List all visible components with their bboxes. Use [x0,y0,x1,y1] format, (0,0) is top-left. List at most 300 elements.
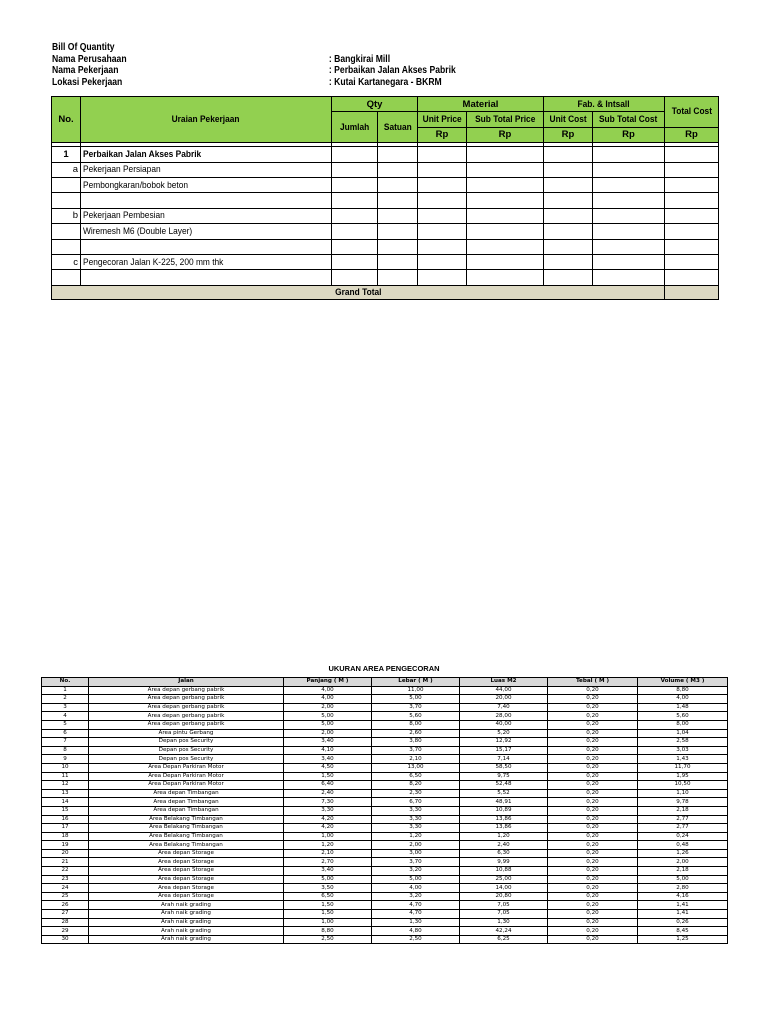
meta-value: : Bangkirai Mill [328,53,391,65]
boq-cell [544,208,593,223]
ukuran-cell: 4,70 [372,901,460,910]
ukuran-cell: 1,20 [284,841,372,850]
ukuran-cell: Depan pos Security [89,738,284,747]
boq-row-desc [81,208,332,223]
ukuran-cell: 6,25 [460,935,548,944]
boq-row-desc [81,239,332,254]
header-material: Material [418,97,544,112]
ukuran-cell: Depan pos Security [89,755,284,764]
boq-row-desc-text: Perbaikan Jalan Akses Pabrik [83,148,202,160]
ukuran-cell: Area depan gerbang pabrik [89,695,284,704]
ukuran-cell: 1,10 [638,789,728,798]
ukuran-cell: 7,30 [284,798,372,807]
ukuran-cell: 4,16 [638,892,728,901]
ukuran-cell: Area depan Storage [89,892,284,901]
ukuran-cell: 3,20 [372,892,460,901]
boq-cell [593,193,665,208]
boq-row-no: b [52,208,81,223]
ukuran-cell: 26 [42,901,89,910]
ukuran-cell: 2,50 [372,935,460,944]
boq-row [52,224,719,239]
ukuran-cell: 6 [42,729,89,738]
ukuran-cell: 3,40 [284,867,372,876]
ukuran-cell: 0,20 [548,892,638,901]
ukuran-cell: 5,00 [284,712,372,721]
header-rp: Rp [665,127,719,142]
header-satuan: Satuan [378,112,418,143]
boq-row-no [52,193,81,208]
boq-cell [593,162,665,177]
ukuran-cell: 4,10 [284,746,372,755]
ukuran-row [42,686,728,695]
ukuran-cell: 0,20 [548,781,638,790]
header-rp: Rp [418,127,467,142]
boq-cell [467,147,544,162]
boq-cell [332,270,378,285]
ukuran-cell: 3,00 [372,849,460,858]
ukuran-row [42,815,728,824]
ukuran-cell: 7,05 [460,901,548,910]
boq-cell [418,162,467,177]
ukuran-cell: 9,78 [638,798,728,807]
ukuran-cell: 1,30 [372,918,460,927]
ukuran-cell: 27 [42,910,89,919]
boq-row-no: a [52,162,81,177]
ukuran-cell: 0,20 [548,746,638,755]
meta-value: : Perbaikan Jalan Akses Pabrik [328,65,456,76]
ukuran-cell: 8 [42,746,89,755]
ukuran-row [42,875,728,884]
ukuran-cell: 15,17 [460,746,548,755]
ukuran-cell: Area depan Timbangan [89,806,284,815]
ukuran-cell: 0,20 [548,901,638,910]
ukuran-row [42,918,728,927]
ukuran-cell: 3 [42,703,89,712]
ukuran-table [41,677,728,944]
ukuran-cell: 21 [42,858,89,867]
ukuran-cell: 15 [42,806,89,815]
ukuran-cell: 2,50 [284,935,372,944]
ukuran-cell: 0,20 [548,755,638,764]
boq-cell [593,177,665,192]
ukuran-cell: 11,70 [638,763,728,772]
ukuran-cell: 4,00 [372,884,460,893]
ukuran-cell: 6,40 [284,781,372,790]
boq-cell [332,224,378,239]
boq-cell [665,270,719,285]
ukuran-cell: 7,05 [460,910,548,919]
ukuran-cell: 2 [42,695,89,704]
ukuran-cell: 1,00 [284,918,372,927]
ukuran-cell: 0,20 [548,935,638,944]
ukuran-row [42,892,728,901]
header-unit-price: Unit Price [418,112,467,127]
ukuran-cell: 8,80 [284,927,372,936]
ukuran-column-header: Tebal ( M ) [548,678,638,687]
header-no: No. [52,97,81,143]
ukuran-cell: Area depan gerbang pabrik [89,720,284,729]
ukuran-cell: 0,20 [548,815,638,824]
ukuran-cell: 4,00 [284,695,372,704]
ukuran-cell: 10,88 [460,867,548,876]
boq-cell [378,239,418,254]
ukuran-cell: 2,30 [372,789,460,798]
header-rp: Rp [467,127,544,142]
ukuran-cell: 0,20 [548,712,638,721]
ukuran-cell: 14,00 [460,884,548,893]
boq-cell [665,177,719,192]
ukuran-cell: 2,18 [638,867,728,876]
ukuran-cell: Area depan gerbang pabrik [89,686,284,695]
ukuran-cell: 48,91 [460,798,548,807]
meta-row [52,65,534,77]
ukuran-cell: 52,48 [460,781,548,790]
boq-cell [418,254,467,269]
ukuran-row [42,884,728,893]
boq-cell [378,193,418,208]
ukuran-cell: 16 [42,815,89,824]
ukuran-cell: 0,20 [548,867,638,876]
ukuran-cell: 24 [42,884,89,893]
boq-row-no [52,270,81,285]
ukuran-cell: 3,20 [372,867,460,876]
boq-cell [593,208,665,223]
ukuran-row [42,695,728,704]
boq-cell [332,162,378,177]
ukuran-row [42,910,728,919]
boq-row-desc-text: Wiremesh M6 (Double Layer) [83,225,193,237]
boq-cell [544,147,593,162]
boq-cell [544,239,593,254]
ukuran-cell: 20,00 [460,695,548,704]
ukuran-cell: 7,14 [460,755,548,764]
ukuran-cell: 1,25 [638,935,728,944]
boq-table [51,96,719,300]
boq-cell [418,270,467,285]
ukuran-column-header: Luas M2 [460,678,548,687]
ukuran-cell: Area depan Storage [89,858,284,867]
ukuran-cell: 8,00 [638,720,728,729]
ukuran-cell: 3,40 [284,755,372,764]
ukuran-cell: 0,20 [548,798,638,807]
ukuran-cell: 5,00 [372,695,460,704]
ukuran-cell: 1,50 [284,910,372,919]
meta-row [52,77,534,89]
header-qty: Qty [332,97,418,112]
boq-cell [418,239,467,254]
ukuran-row [42,806,728,815]
boq-cell [378,254,418,269]
grand-total-row [52,285,719,299]
meta-label: Nama Pekerjaan [52,65,119,76]
boq-title: Bill Of Quantity [52,42,115,53]
boq-row [52,193,719,208]
ukuran-cell: 1,20 [460,832,548,841]
ukuran-cell: Arah naik grading [89,910,284,919]
ukuran-cell: 6,50 [284,892,372,901]
boq-cell [593,147,665,162]
ukuran-cell: 3,80 [372,738,460,747]
meta-value: : Kutai Kartanegara - BKRM [328,76,442,88]
boq-cell [418,208,467,223]
ukuran-cell: 0,20 [548,875,638,884]
ukuran-cell: 1,50 [284,901,372,910]
ukuran-cell: Area Depan Parkiran Motor [89,772,284,781]
boq-row-desc-text: Pekerjaan Pembesian [83,210,165,222]
boq-cell [467,254,544,269]
boq-cell [467,224,544,239]
ukuran-cell: 25,00 [460,875,548,884]
boq-cell [665,162,719,177]
ukuran-cell: 5,60 [372,712,460,721]
ukuran-cell: 2,80 [638,884,728,893]
ukuran-cell: 0,20 [548,841,638,850]
ukuran-cell: 8,20 [372,781,460,790]
ukuran-cell: 28,00 [460,712,548,721]
boq-cell [378,147,418,162]
boq-row-desc [81,177,332,192]
ukuran-column-header: Volume ( M3 ) [638,678,728,687]
ukuran-cell: 2,00 [284,729,372,738]
boq-row [52,177,719,192]
ukuran-cell: 2,00 [638,858,728,867]
ukuran-cell: 25 [42,892,89,901]
ukuran-cell: 0,20 [548,703,638,712]
ukuran-cell: 23 [42,875,89,884]
ukuran-cell: 5,00 [372,875,460,884]
ukuran-cell: 2,70 [284,858,372,867]
ukuran-cell: 1,04 [638,729,728,738]
boq-cell [378,162,418,177]
ukuran-cell: 1,48 [638,703,728,712]
boq-row [52,270,719,285]
ukuran-cell: 1,00 [284,832,372,841]
ukuran-cell: 20 [42,849,89,858]
ukuran-cell: 0,20 [548,686,638,695]
ukuran-cell: 0,20 [548,858,638,867]
ukuran-cell: 2,40 [460,841,548,850]
ukuran-row [42,927,728,936]
ukuran-cell: 0,20 [548,772,638,781]
ukuran-cell: Area Depan Parkiran Motor [89,763,284,772]
boq-cell [467,208,544,223]
header-unit-cost: Unit Cost [544,112,593,127]
ukuran-cell: 6,50 [372,772,460,781]
header-sub-total-cost: Sub Total Cost [593,112,665,127]
ukuran-cell: Arah naik grading [89,927,284,936]
boq-row-no [52,177,81,192]
boq-row-desc-text: Pembongkaran/bobok beton [83,179,189,191]
ukuran-cell: Area Belakang Timbangan [89,832,284,841]
ukuran-cell: 22 [42,867,89,876]
grand-total-label [52,285,665,299]
boq-cell [467,193,544,208]
ukuran-column-header: Jalan [89,678,284,687]
boq-cell [332,254,378,269]
ukuran-cell: 3,70 [372,703,460,712]
ukuran-cell: 0,20 [548,720,638,729]
boq-row [52,208,719,223]
ukuran-cell: 8,80 [638,686,728,695]
ukuran-cell: 0,20 [548,849,638,858]
ukuran-row [42,901,728,910]
ukuran-cell: 0,48 [638,841,728,850]
header-jumlah: Jumlah [332,112,378,143]
ukuran-cell: 40,00 [460,720,548,729]
ukuran-row [42,703,728,712]
ukuran-cell: 0,20 [548,806,638,815]
boq-row-desc [81,162,332,177]
ukuran-cell: 2,40 [284,789,372,798]
boq-row-no: 1 [52,147,81,162]
ukuran-cell: 4,50 [284,763,372,772]
ukuran-column-header: No. [42,678,89,687]
ukuran-cell: 20,80 [460,892,548,901]
boq-row-desc [81,254,332,269]
ukuran-column-header: Panjang ( M ) [284,678,372,687]
ukuran-cell: 0,20 [548,738,638,747]
ukuran-cell: 1,50 [284,772,372,781]
ukuran-cell: 4 [42,712,89,721]
ukuran-cell: 0,24 [638,832,728,841]
ukuran-row [42,867,728,876]
ukuran-cell: 3,30 [372,806,460,815]
ukuran-cell: 4,20 [284,815,372,824]
ukuran-header-row [42,678,728,687]
ukuran-cell: Area Belakang Timbangan [89,824,284,833]
ukuran-cell: Arah naik grading [89,901,284,910]
grand-total-text: Grand Total [334,286,382,298]
header-rp: Rp [593,127,665,142]
ukuran-row [42,824,728,833]
ukuran-cell: 13,00 [372,763,460,772]
ukuran-cell: 10,89 [460,806,548,815]
ukuran-cell: 58,50 [460,763,548,772]
boq-cell [665,147,719,162]
ukuran-cell: 5,52 [460,789,548,798]
ukuran-cell: 8,45 [638,927,728,936]
header-total-cost: Total Cost [665,97,719,128]
ukuran-cell: 9 [42,755,89,764]
ukuran-row [42,798,728,807]
ukuran-cell: Area depan Storage [89,867,284,876]
boq-cell [665,254,719,269]
ukuran-cell: 3,30 [284,806,372,815]
boq-row [52,162,719,177]
boq-cell [544,224,593,239]
boq-cell [332,193,378,208]
boq-cell [378,270,418,285]
ukuran-row [42,738,728,747]
meta-label: Nama Perusahaan [52,53,127,65]
ukuran-cell: 4,70 [372,910,460,919]
ukuran-cell: 3,40 [284,738,372,747]
ukuran-cell: 44,00 [460,686,548,695]
ukuran-cell: 1,41 [638,901,728,910]
meta-row [52,54,534,66]
ukuran-cell: 0,20 [548,832,638,841]
ukuran-cell: 5,20 [460,729,548,738]
ukuran-cell: 1,95 [638,772,728,781]
boq-header [52,42,534,88]
boq-cell [665,239,719,254]
boq-cell [467,177,544,192]
ukuran-row [42,746,728,755]
ukuran-cell: Area Belakang Timbangan [89,815,284,824]
ukuran-cell: 13,86 [460,824,548,833]
boq-row-desc [81,147,332,162]
boq-cell [467,239,544,254]
ukuran-row [42,755,728,764]
boq-cell [665,208,719,223]
ukuran-cell: Area depan Timbangan [89,798,284,807]
boq-cell [467,270,544,285]
ukuran-cell: 0,20 [548,884,638,893]
ukuran-column-header: Lebar ( M ) [372,678,460,687]
boq-cell [378,177,418,192]
ukuran-cell: Area depan gerbang pabrik [89,712,284,721]
ukuran-cell: 5,00 [284,875,372,884]
ukuran-row [42,841,728,850]
boq-row [52,147,719,162]
ukuran-cell: Area depan Storage [89,875,284,884]
ukuran-cell: 0,20 [548,910,638,919]
ukuran-cell: 4,00 [284,686,372,695]
ukuran-row [42,781,728,790]
ukuran-row [42,772,728,781]
boq-body [52,143,719,300]
ukuran-cell: 2,77 [638,815,728,824]
ukuran-cell: 4,80 [372,927,460,936]
ukuran-cell: 6,70 [372,798,460,807]
ukuran-cell: Area Belakang Timbangan [89,841,284,850]
ukuran-cell: 5 [42,720,89,729]
ukuran-cell: 2,58 [638,738,728,747]
boq-title-row [52,42,534,54]
ukuran-cell: 9,99 [460,858,548,867]
ukuran-cell: 0,20 [548,695,638,704]
ukuran-cell: 1,26 [638,849,728,858]
boq-cell [332,208,378,223]
ukuran-cell: Depan pos Security [89,746,284,755]
boq-cell [544,270,593,285]
ukuran-row [42,935,728,944]
ukuran-cell: 5,60 [638,712,728,721]
grand-total-value [665,285,719,299]
boq-cell [665,193,719,208]
boq-cell [418,177,467,192]
ukuran-cell: 11 [42,772,89,781]
ukuran-row [42,832,728,841]
ukuran-cell: 4,00 [638,695,728,704]
ukuran-row [42,789,728,798]
ukuran-cell: 3,50 [284,884,372,893]
ukuran-cell: 1,43 [638,755,728,764]
header-fab: Fab. & Intsall [544,97,665,112]
ukuran-row [42,720,728,729]
ukuran-cell: 0,20 [548,729,638,738]
boq-cell [544,193,593,208]
ukuran-cell: 4,20 [284,824,372,833]
boq-row-no [52,239,81,254]
boq-cell [418,193,467,208]
ukuran-cell: 8,00 [372,720,460,729]
meta-label: Lokasi Pekerjaan [52,76,123,88]
ukuran-cell: 6,30 [460,849,548,858]
ukuran-cell: 17 [42,824,89,833]
ukuran-cell: 7 [42,738,89,747]
boq-row-no [52,224,81,239]
